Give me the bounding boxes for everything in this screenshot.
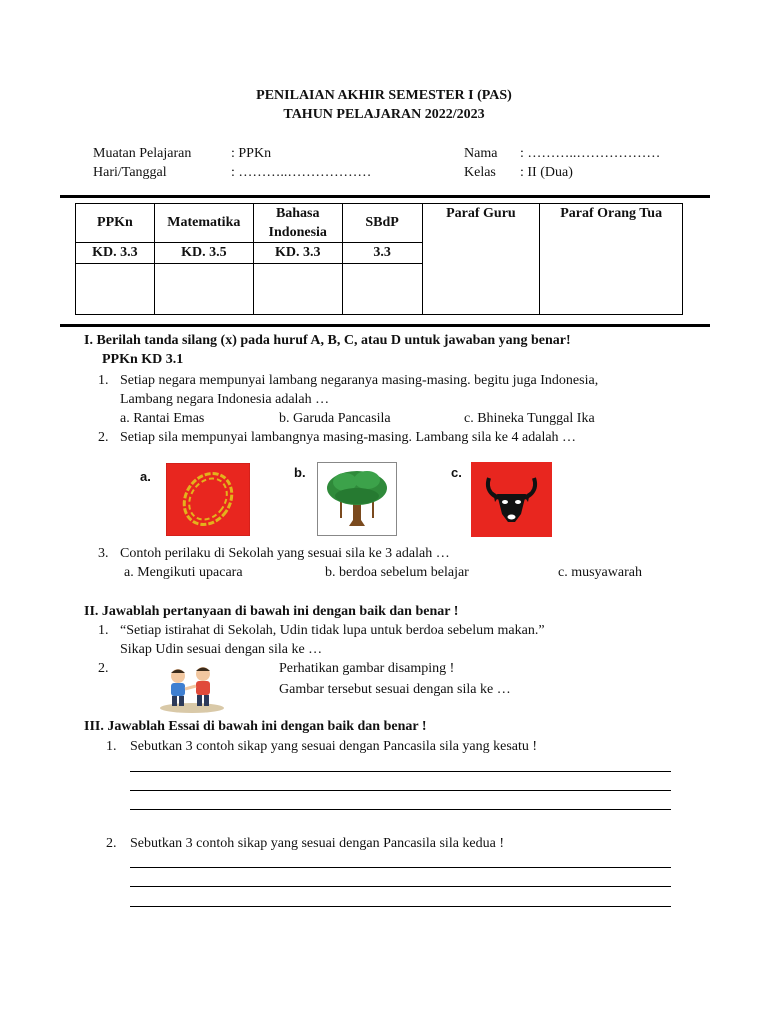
q1-option-a[interactable]: a. Rantai Emas	[120, 411, 205, 426]
s2-q1-line1: “Setiap istirahat di Sekolah, Udin tidak lupa untuk berdoa sebelum makan.”	[120, 623, 545, 638]
grade-table	[75, 203, 683, 315]
q1-option-b[interactable]: b. Garuda Pancasila	[279, 411, 391, 426]
q2-text: Setiap sila mempunyai lambangnya masing-masing. Lambang sila ke 4 adalah …	[120, 430, 577, 445]
score-sbdp[interactable]	[342, 264, 422, 315]
q1-text-line2: Lambang negara Indonesia adalah …	[120, 392, 330, 407]
score-bahasa[interactable]	[253, 264, 342, 315]
s2-q1-number: 1.	[98, 623, 109, 638]
header-matematika: Matematika	[154, 204, 253, 243]
q1-text-line1: Setiap negara mempunyai lambang negaranya masing-masing. begitu juga Indonesia,	[120, 373, 599, 388]
top-divider	[60, 195, 710, 198]
name-field[interactable]: : ………..………………	[520, 146, 661, 161]
s2-q2-line1: Perhatikan gambar disamping !	[279, 661, 455, 676]
q2-label-c[interactable]: c.	[451, 465, 462, 480]
s2-q1-line2: Sikap Udin sesuai dengan sila ke …	[120, 642, 323, 657]
subject-label: Muatan Pelajaran	[93, 146, 192, 161]
paraf-guru-cell[interactable]: Paraf Guru	[422, 204, 540, 315]
exam-title: PENILAIAN AKHIR SEMESTER I (PAS)	[256, 88, 512, 103]
class-label: Kelas	[464, 165, 496, 180]
banyan-tree-icon[interactable]	[317, 462, 397, 536]
q3-option-a[interactable]: a. Mengikuti upacara	[124, 565, 243, 580]
s2-q2-number: 2.	[98, 661, 109, 676]
s3-q2-answer-line[interactable]	[130, 906, 671, 907]
q2-number: 2.	[98, 430, 109, 445]
s3-q1-text: Sebutkan 3 contoh sikap yang sesuai dengan Pancasila sila yang kesatu !	[130, 739, 538, 754]
q3-option-c[interactable]: c. musyawarah	[558, 565, 642, 580]
paraf-orang-tua-cell[interactable]: Paraf Orang Tua	[540, 204, 683, 315]
q1-option-c[interactable]: c. Bhineka Tunggal Ika	[464, 411, 595, 426]
score-ppkn[interactable]	[76, 264, 155, 315]
s3-q2-answer-line[interactable]	[130, 886, 671, 887]
header-ppkn: PPKn	[76, 204, 155, 243]
score-matematika[interactable]	[154, 264, 253, 315]
name-label: Nama	[464, 146, 498, 161]
header-bahasa-line2: Indonesia	[268, 225, 327, 240]
section3-heading: III. Jawablah Essai di bawah ini dengan baik dan benar !	[84, 719, 427, 734]
section1-heading: I. Berilah tanda silang (x) pada huruf A, B, C, atau D untuk jawaban yang benar!	[84, 333, 571, 348]
q2-label-b[interactable]: b.	[294, 465, 306, 480]
q1-number: 1.	[98, 373, 109, 388]
kd-sbdp: 3.3	[342, 243, 422, 264]
s3-q2-number: 2.	[106, 836, 117, 851]
q2-label-a[interactable]: a.	[140, 469, 151, 484]
s3-q1-answer-line[interactable]	[130, 790, 671, 791]
kd-bahasa: KD. 3.3	[253, 243, 342, 264]
kd-matematika: KD. 3.5	[154, 243, 253, 264]
header-bahasa-line1: Bahasa	[275, 206, 320, 221]
q3-number: 3.	[98, 546, 109, 561]
header-sbdp: SBdP	[342, 204, 422, 243]
s3-q2-text: Sebutkan 3 contoh sikap yang sesuai dengan Pancasila sila kedua !	[130, 836, 505, 851]
date-label: Hari/Tanggal	[93, 165, 167, 180]
school-year: TAHUN PELAJARAN 2022/2023	[283, 107, 485, 122]
s2-q2-line2: Gambar tersebut sesuai dengan sila ke …	[279, 682, 511, 697]
children-helping-picture	[156, 664, 227, 714]
date-field[interactable]: : ………..………………	[231, 165, 372, 180]
s3-q2-answer-line[interactable]	[130, 867, 671, 868]
kd-ppkn: KD. 3.3	[76, 243, 155, 264]
s3-q1-answer-line[interactable]	[130, 809, 671, 810]
subject-value: : PPKn	[231, 146, 272, 161]
s3-q1-number: 1.	[106, 739, 117, 754]
bull-head-icon[interactable]	[471, 462, 552, 537]
chain-icon[interactable]	[166, 463, 250, 536]
q3-option-b[interactable]: b. berdoa sebelum belajar	[325, 565, 469, 580]
header-bahasa-indonesia	[253, 204, 342, 243]
s3-q1-answer-line[interactable]	[130, 771, 671, 772]
q3-text: Contoh perilaku di Sekolah yang sesuai sila ke 3 adalah …	[120, 546, 450, 561]
section2-heading: II. Jawablah pertanyaan di bawah ini dengan baik dan benar !	[84, 604, 459, 619]
table-divider	[60, 324, 710, 327]
class-value: : II (Dua)	[520, 165, 573, 180]
section1-subheading: PPKn KD 3.1	[102, 352, 184, 367]
